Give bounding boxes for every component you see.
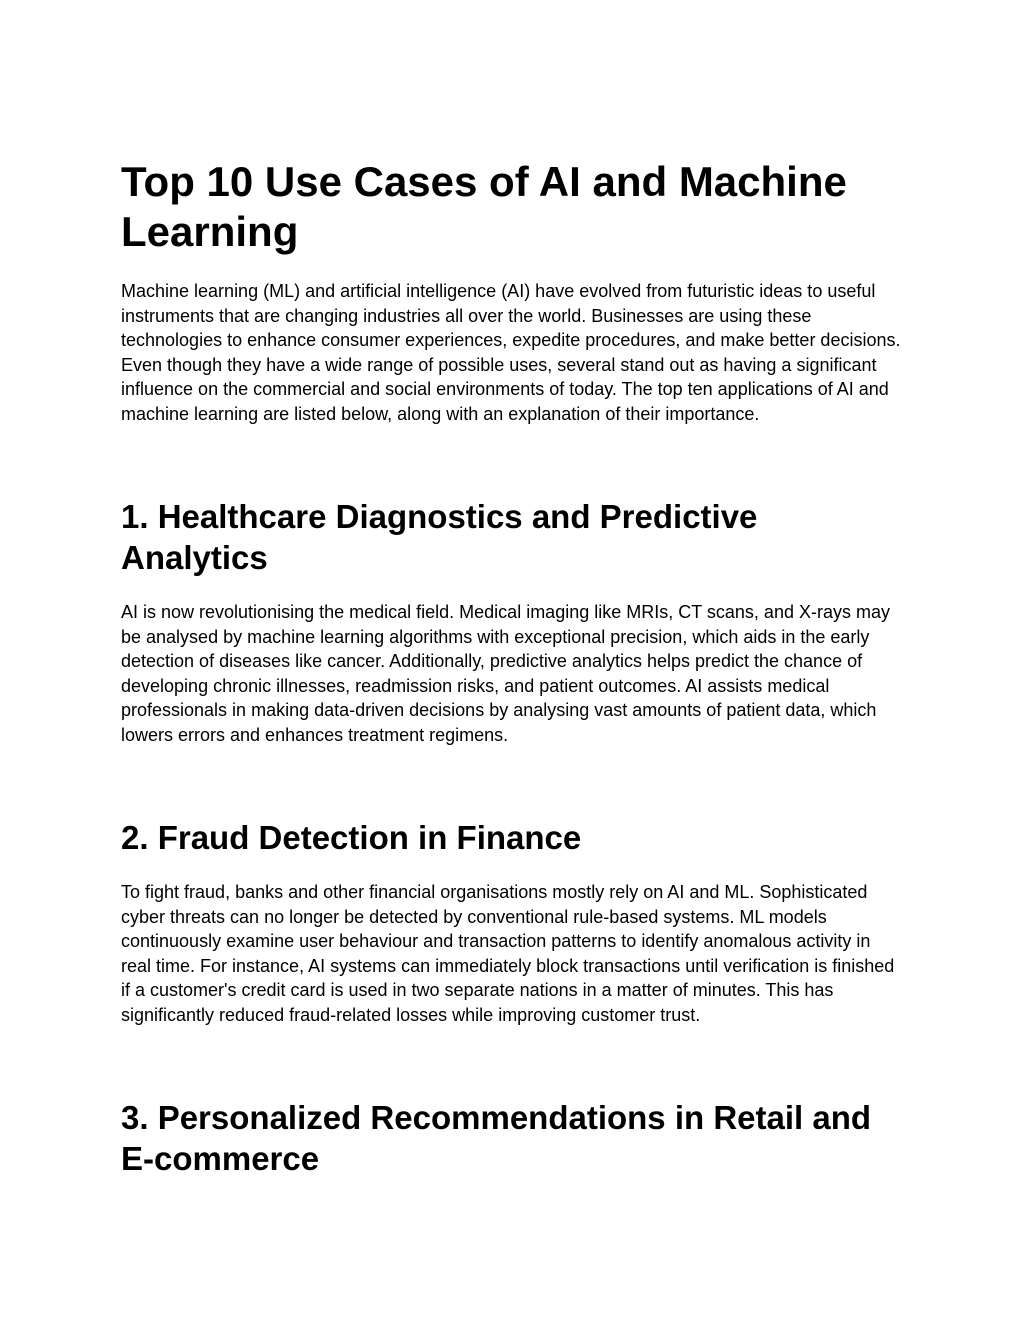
section-heading-healthcare: 1. Healthcare Diagnostics and Predictive Analytics — [121, 498, 758, 576]
section-heading-personalized-recommendations: 3. Personalized Recommendations in Retail and E-commerce — [121, 1099, 872, 1177]
intro-paragraph: Machine learning (ML) and artificial intelligence (AI) have evolved from futuristic ideas to useful instruments that are changing industries all over the world. Businesses are using these technologies to enhance consumer experiences, expedite procedures, and make better decisions. Even though they have a wide range of possible uses, several stand out as having a significant influence on the commercial and social environments of today. The top ten applications of AI and machine learning are listed below, along with an explanation of their importance. — [121, 281, 901, 424]
section-body-fraud-detection: To fight fraud, banks and other financial organisations mostly rely on AI and ML. Sophisticated cyber threats can no longer be detected by conventional rule-based systems. ML models continuously examine user behaviour and transaction patterns to identify anomalous activity in real time. For instance, AI systems can immediately block transactions until verification is finished if a customer's credit card is used in two separate nations in a matter of minutes. This has significantly reduced fraud-related losses while improving customer trust. — [121, 882, 895, 1025]
section-heading-fraud-detection: 2. Fraud Detection in Finance — [121, 819, 582, 856]
section-body-healthcare: AI is now revolutionising the medical field. Medical imaging like MRIs, CT scans, and X-rays may be analysed by machine learning algorithms with exceptional precision, which aids in the early detection of diseases like cancer. Additionally, predictive analytics helps predict the chance of developing chronic illnesses, readmission risks, and patient outcomes. AI assists medical professionals in making data-driven decisions by analysing vast amounts of patient data, which lowers errors and enhances treatment regimens. — [121, 602, 890, 745]
document-title: Top 10 Use Cases of AI and Machine Learning — [121, 158, 847, 255]
